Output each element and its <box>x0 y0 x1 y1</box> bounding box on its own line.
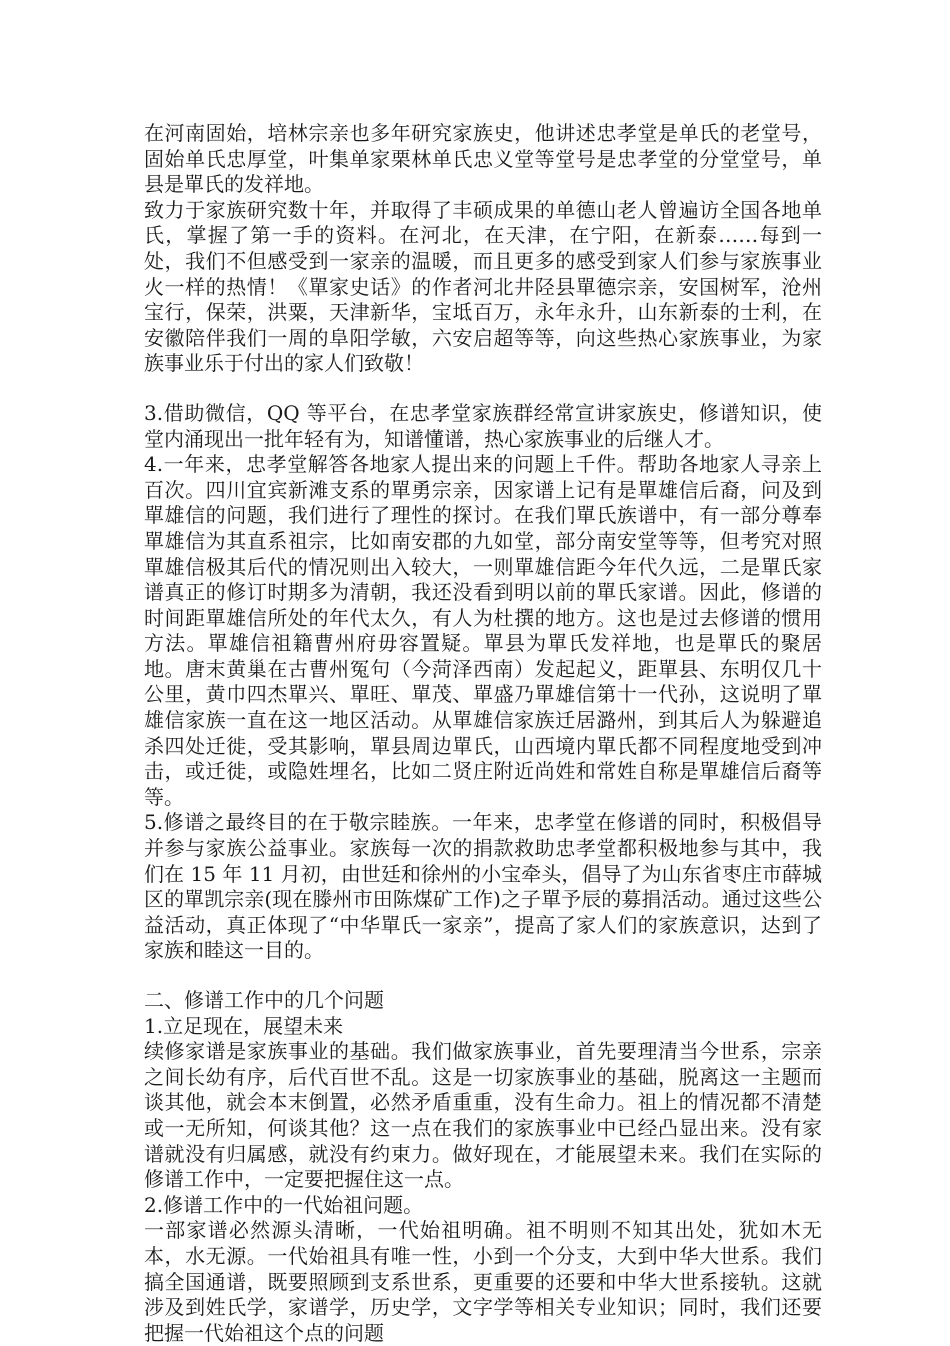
paragraph-item-5: 5.修谱之最终目的在于敬宗睦族。一年来，忠孝堂在修谱的同时，积极倡导并参与家族公益事业。家族每一次的捐款救助忠孝堂都积极地参与其中，我们在 15 年 11 月初，由世廷和徐州的小宝牵头，倡导了为山东省枣庄市薛城区的單凯宗亲(现在滕州市田陈煤矿工作)之子單予辰的募捐活动。通过这些公益活动，真正体现了“中华單氏一家亲”，提高了家人们的家族意识，达到了家族和睦这一目的。 <box>144 810 822 963</box>
subheading-2: 2.修谱工作中的一代始祖问题。 <box>144 1192 424 1217</box>
paragraph-foundation: 续修家谱是家族事业的基础。我们做家族事业，首先要理清当今世系，宗亲之间长幼有序，后代百世不乱。这是一切家族事业的基础，脱离这一主题而谈其他，就会本末倒置，必然矛盾重重，没有生命力。祖上的情况都不清楚或一无所知，何谈其他？这一点在我们的家族事业中已经凸显出来。没有家谱就没有归属感，就没有约束力。做好现在，才能展望未来。我们在实际的修谱工作中，一定要把握住这一点。 <box>144 1039 822 1192</box>
subheading-1: 1.立足现在，展望未来 <box>144 1013 344 1038</box>
paragraph-gushi: 在河南固始，培林宗亲也多年研究家族史，他讲述忠孝堂是单氏的老堂号，固始单氏忠厚堂，叶集单家栗林单氏忠义堂等堂号是忠孝堂的分堂堂号，单县是單氏的发祥地。 <box>144 121 822 197</box>
paragraph-item-4: 4.一年来，忠孝堂解答各地家人提出来的问题上千件。帮助各地家人寻亲上百次。四川宜宾新滩支系的單勇宗亲，因家谱上记有是單雄信后裔，问及到單雄信的问题，我们进行了理性的探讨。在我们單氏族谱中，有一部分尊奉單雄信为其直系祖宗，比如南安郡的九如堂，部分南安堂等等，但考究对照單雄信极其后代的情况则出入较大，一则單雄信距今年代久远，二是單氏家谱真正的修订时期多为清朝，我还没看到明以前的單氏家谱。因此，修谱的时间距單雄信所处的年代太久，有人为杜撰的地方。这也是过去修谱的惯用方法。單雄信祖籍曹州府毋容置疑。單县为單氏发祥地，也是單氏的聚居地。唐末黄巢在古曹州冤句（今菏泽西南）发起起义，距單县、东明仅几十公里，黄巾四杰單兴、單旺、單茂、單盛乃單雄信第十一代孙，这说明了單雄信家族一直在这一地区活动。从單雄信家族迁居潞州，到其后人为躲避追杀四处迁徙，受其影响，單县周边單氏，山西境内單氏都不同程度地受到冲击，或迁徙，或隐姓埋名，比如二贤庄附近尚姓和常姓自称是單雄信后裔等等。 <box>144 452 822 809</box>
paragraph-gap <box>144 377 822 401</box>
section-heading: 二、修谱工作中的几个问题 <box>144 988 384 1012</box>
document-page <box>144 121 822 1346</box>
paragraph-item-3: 3.借助微信，QQ 等平台，在忠孝堂家族群经常宣讲家族史，修谱知识，使堂内涌现出一批年轻有为，知谱懂谱，热心家族事业的后继人才。 <box>144 400 822 451</box>
paragraph-shan-deshan: 致力于家族研究数十年，并取得了丰硕成果的单德山老人曾遍访全国各地单氏，掌握了第一手的资料。在河北，在天津，在宁阳，在新泰……每到一处，我们不但感受到一家亲的温暖，而且更多的感受到家人们参与家族事业火一样的热情！《單家史话》的作者河北井陉县單德宗亲，安国树军，沧州宝行，保荣，洪粟，天津新华，宝坻百万，永年永升，山东新泰的士利，在安徽陪伴我们一周的阜阳学敏，六安启超等等，向这些热心家族事业，为家族事业乐于付出的家人们致敬！ <box>144 197 822 376</box>
paragraph-first-ancestor: 一部家谱必然源头清晰，一代始祖明确。祖不明则不知其出处，犹如木无本，水无源。一代始祖具有唯一性，小到一个分支，大到中华大世系。我们搞全国通谱，既要照顾到支系世系，更重要的还要和中华大世系接轨。这就涉及到姓氏学，家谱学，历史学，文字学等相关专业知识；同时，我们还要把握一代始祖这个点的问题 <box>144 1218 822 1345</box>
paragraph-gap <box>144 964 822 988</box>
